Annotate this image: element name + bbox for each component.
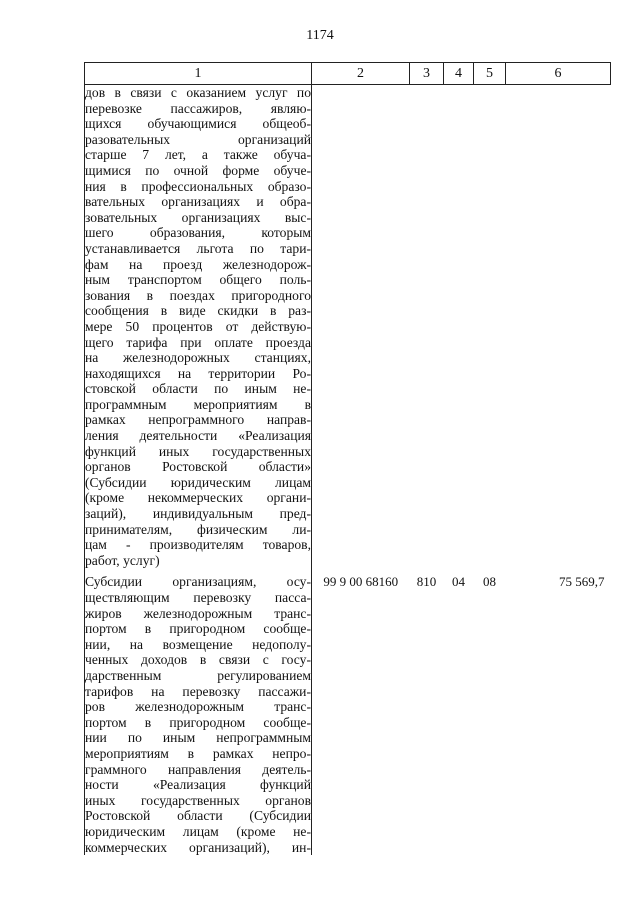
description-line: нии, на возмещение недополу-	[85, 636, 311, 652]
description-line: цам - производителям товаров,	[85, 537, 311, 553]
description-line: (кроме некоммерческих органи-	[85, 490, 311, 506]
description-line: функций иных государственных	[85, 443, 311, 459]
description-line: принимателям, физическим ли-	[85, 521, 311, 537]
table-row	[85, 85, 611, 569]
description-line: (Субсидии юридическим лицам	[85, 474, 311, 490]
description-line: дарственным регулированием	[85, 667, 311, 683]
row-description	[85, 568, 312, 855]
description-line: Субсидии организациям, осу-	[85, 574, 311, 590]
row-code	[312, 85, 410, 569]
description-line: зования в поездах пригородного	[85, 287, 311, 303]
row-col3: 810	[416, 574, 437, 590]
column-header: 4	[444, 63, 474, 85]
description-line: ления деятельности «Реализация	[85, 428, 311, 444]
description-line: ществляющим перевозку пасса-	[85, 590, 311, 605]
description-line: ности «Реализация функций	[85, 777, 311, 793]
description-line: фам на проезд железнодорож-	[85, 256, 311, 272]
description-line: тарифов на перевозку пассажи-	[85, 683, 311, 699]
budget-table	[84, 62, 611, 855]
description-line: Ростовской области (Субсидии	[85, 808, 311, 824]
description-line: нии по иным непрограммным	[85, 730, 311, 746]
description-line: устанавливается льгота по тари-	[85, 240, 311, 256]
column-header: 3	[410, 63, 444, 85]
column-header: 6	[506, 63, 611, 85]
row-col4: 04	[452, 574, 465, 590]
description-line: старше 7 лет, а также обуча-	[85, 147, 311, 163]
description-line: разовательных организаций	[85, 131, 311, 147]
description-line: мероприятиям в рамках непро-	[85, 745, 311, 761]
header-row	[85, 63, 611, 85]
description-line: вательных организациях и обра-	[85, 194, 311, 210]
description-line: щихся обучающимися общеоб-	[85, 116, 311, 132]
column-header: 1	[85, 63, 312, 85]
column-header: 2	[312, 63, 410, 85]
description-line: иных государственных органов	[85, 792, 311, 808]
description-line: щего тарифа при оплате проезда	[85, 334, 311, 350]
description-line: работ, услуг)	[85, 552, 160, 568]
description-line: ченных доходов в связи с госу-	[85, 652, 311, 668]
description-line: коммерческих организаций), ин-	[85, 839, 311, 855]
description-line: юридическим лицам (кроме не-	[85, 823, 311, 839]
row-code: 99 9 00 68160	[312, 568, 410, 855]
description-line: жиров железнодорожным транс-	[85, 605, 311, 621]
table-row	[85, 568, 611, 855]
description-line: сообщения в виде скидки в раз-	[85, 303, 311, 319]
description-line: шего образования, которым	[85, 225, 311, 241]
description-line: ров железнодорожным транс-	[85, 699, 311, 715]
description-line: перевозке пассажиров, являю-	[85, 100, 311, 116]
description-line: щимися по очной форме обуче-	[85, 162, 311, 178]
description-line: на железнодорожных станциях,	[85, 350, 311, 366]
description-line: находящихся на территории Ро-	[85, 365, 311, 381]
description-line: рамках непрограммного направ-	[85, 412, 311, 428]
row-description	[85, 85, 312, 569]
description-line: программным мероприятиям в	[85, 396, 311, 412]
column-header: 5	[474, 63, 506, 85]
row-amount: 75 569,7	[559, 574, 605, 590]
description-line: мере 50 процентов от действую-	[85, 318, 311, 334]
description-line: ния в профессиональных образо-	[85, 178, 311, 194]
description-line: дов в связи с оказанием услуг по	[85, 85, 311, 100]
description-line: зовательных организациях выс-	[85, 209, 311, 225]
description-line: органов Ростовской области»	[85, 459, 311, 475]
page-number: 1174	[306, 28, 334, 43]
row-col5: 08	[483, 574, 496, 590]
description-line: портом в пригородном сообще-	[85, 714, 311, 730]
description-line: портом в пригородном сообще-	[85, 621, 311, 637]
description-line: заций), индивидуальным пред-	[85, 506, 311, 522]
description-line: ным транспортом общего поль-	[85, 272, 311, 288]
description-line: граммного направления деятель-	[85, 761, 311, 777]
description-line: стовской области по иным не-	[85, 381, 311, 397]
